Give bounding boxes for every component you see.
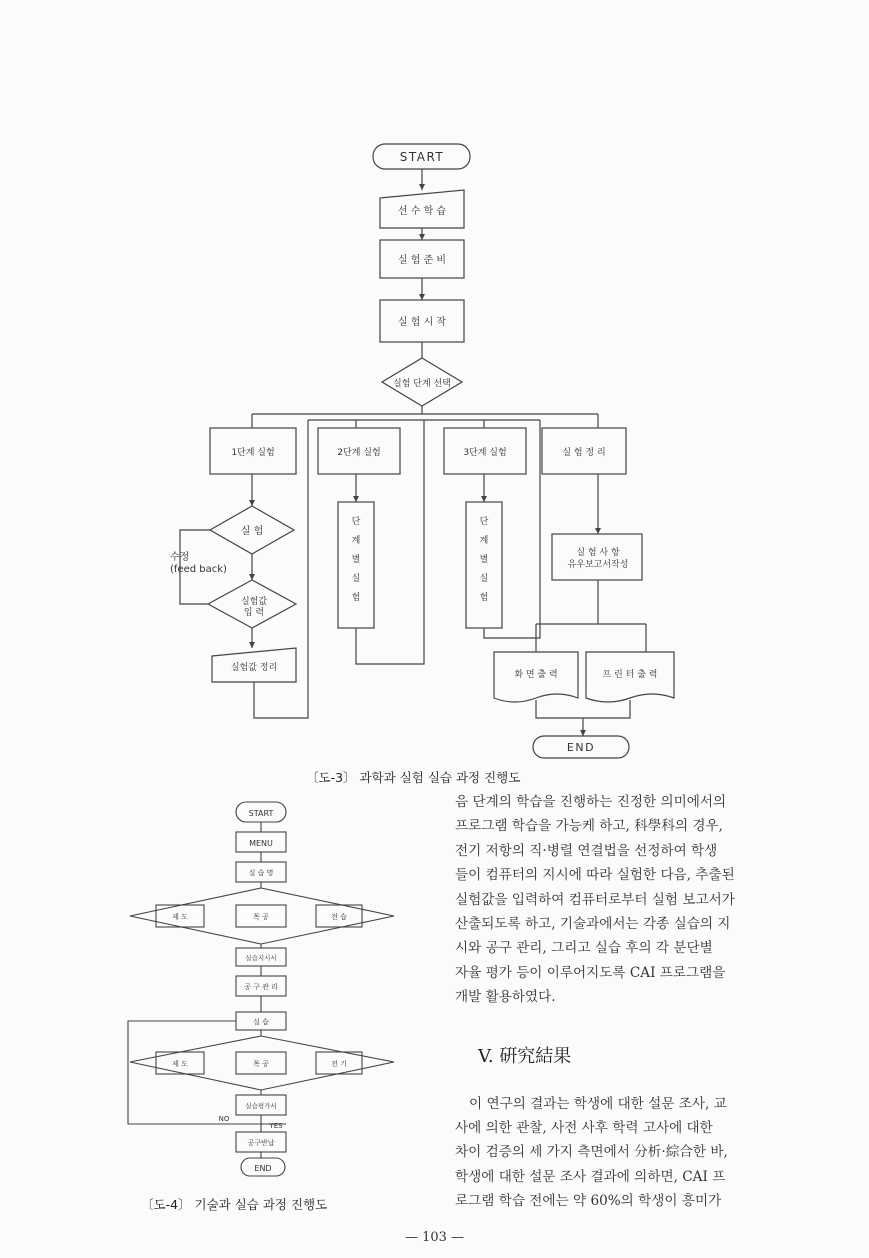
fig4-b1-label: 제 도 [172,913,188,921]
fig4-instruct-label: 실습지시서 [245,954,277,962]
paragraph-1-line: 시와 공구 관리, 그리고 실습 후의 각 분단별 [455,940,713,957]
fig3-stepwise2-label: 단 계 별 실 험 [351,517,361,603]
fig3-organize-label: 실 험 정 리 [562,448,606,458]
fig3-stage2-label: 2단계 실험 [337,448,381,458]
paragraph-1-line: 전기 저항의 직·병렬 연결법을 선정하여 학생 [455,842,718,859]
paragraph-2-line: 차이 검증의 세 가지 측면에서 分析·綜合한 바, [455,1144,728,1161]
fig3-stage1-label: 1단계 실험 [231,448,275,458]
paragraph-2-line: 사에 의한 관찰, 사전 사후 학력 고사에 대한 [455,1120,713,1137]
paragraph-2 [455,1092,815,1213]
fig3-start-label: START [399,150,445,164]
fig4-b3-label: 전 습 [331,913,347,921]
fig4-practice-label: 실 습 [253,1018,269,1026]
fig3-input-label: 실험값 입 력 [240,597,268,618]
fig3-report-label: 실 험 사 항 유우보고서작성 [567,548,629,570]
fig3-experiment-label: 실 험 [240,526,264,537]
fig4-no-label: NO [218,1115,230,1123]
fig4-tool-label: 공 구 관 리 [244,983,278,991]
fig3-stage3-label: 3단계 실험 [463,448,507,458]
fig4-item-label: 실 습 명 [248,869,274,877]
paragraph-1-line: 산출되도록 하고, 기술과에서는 각종 실습의 지 [455,916,731,933]
paragraph-2-line: 이 연구의 결과는 학생에 대한 설문 조사, 교 [469,1096,727,1112]
fig4-return-label: 공구반납 [247,1139,275,1147]
fig4-yes-label: YES [269,1122,283,1130]
fig3-feedback-label: 수정 (feed back) [170,552,227,575]
page-number: — 103 — [404,1230,465,1245]
fig3-value-organize-label: 실험값 정리 [230,663,278,673]
paragraph-1-line: 음 단계의 학습을 진행하는 진정한 의미에서의 [455,794,727,810]
paragraph-2-line: 학생에 대한 설문 조사 결과에 의하면, CAI 프 [455,1168,726,1185]
paragraph-1-line: 개발 활용하였다. [455,989,556,1006]
fig4-c2-label: 목 공 [253,1060,269,1068]
fig4-c3-label: 전 기 [331,1060,347,1068]
section-heading: V. 硏究結果 [478,1046,572,1067]
fig3-printer-label: 프 린 터 출 력 [602,670,658,680]
paragraph-1 [455,790,815,1010]
paragraph-1-line: 들이 컴퓨터의 지시에 따라 실험한 다음, 추출된 [455,867,735,884]
fig3-ready-label: 실 험 준 비 [397,255,447,266]
fig4-evaluate-label: 실습평가서 [245,1102,277,1110]
fig3-begin-label: 실 험 시 작 [397,317,447,328]
fig4-start-label: START [248,809,274,818]
fig3-stepwise3-label: 단 계 별 실 험 [479,517,489,603]
paragraph-1-line: 프로그램 학습을 가능케 하고, 科學科의 경우, [455,818,724,835]
fig3-select-label: 실험 단계 선택 [393,379,451,389]
figure4-caption: 〔도-4〕 기술과 실습 과정 진행도 [141,1197,328,1212]
fig4-menu-label: MENU [249,839,273,848]
fig3-end-label: END [566,741,596,754]
fig4-end-label: END [254,1164,272,1173]
paragraph-1-line: 자율 평가 등이 이루어지도록 CAI 프로그램을 [455,964,726,981]
fig4-c1-label: 제 도 [172,1060,188,1068]
fig3-screen-label: 화 면 출 력 [514,670,558,680]
fig4-b2-label: 목 공 [253,913,269,921]
paragraph-2-line: 로그램 학습 전에는 약 60%의 학생이 흥미가 [455,1192,722,1209]
figure3-caption: 〔도-3〕 과학과 실험 실습 과정 진행도 [306,770,521,785]
fig3-prep-label: 선 수 학 습 [397,206,447,217]
paragraph-1-line: 실험값을 입력하여 컴퓨터로부터 실험 보고서가 [455,891,735,908]
